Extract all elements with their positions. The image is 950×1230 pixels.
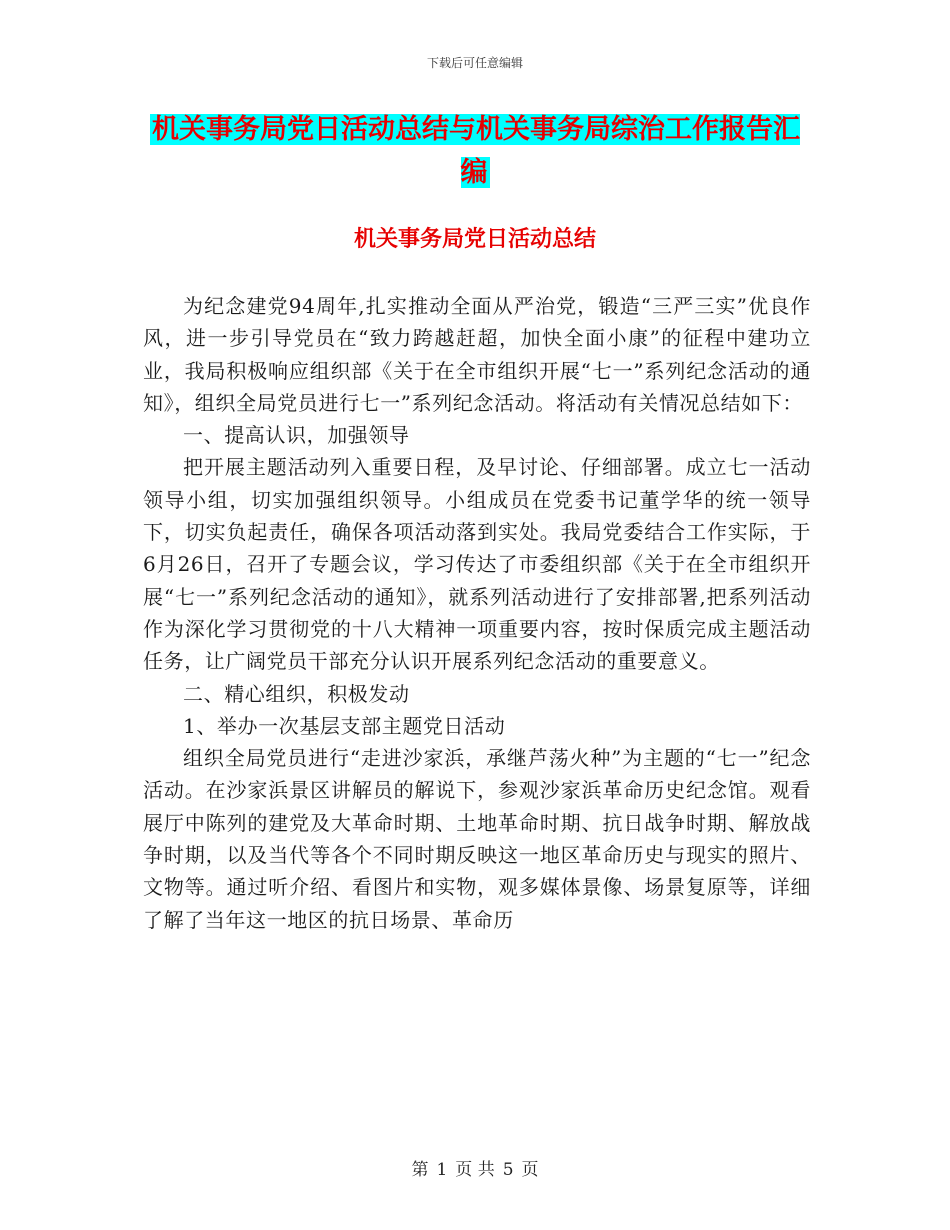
footer-suffix: 页 — [521, 1160, 539, 1180]
page-footer — [0, 1155, 950, 1180]
footer-total-pages: 5 — [502, 1160, 514, 1180]
heading-two: 二、精心组织，积极发动 — [183, 681, 410, 706]
heading-one: 一、提高认识，加强领导 — [183, 423, 410, 448]
header-note: 下载后可任意编辑 — [426, 56, 523, 70]
footer-prefix: 第 — [411, 1160, 429, 1180]
paragraph-intro: 为纪念建党94周年,扎实推动全面从严治党，锻造“三严三实”优良作风，进一步引导党员在“致力跨越赶超，加快全面小康”的征程中建功立业，我局积极响应组织部《关于在全市组织开展“七一”系列纪念活动的通知》，组织全局党员进行七一”系列纪念活动。将活动有关情况总结如下： — [143, 294, 811, 415]
footer-page-number: 1 — [436, 1160, 448, 1180]
document-body — [143, 290, 811, 936]
document-title-text: 机关事务局党日活动总结与机关事务局综治工作报告汇编 — [152, 114, 800, 188]
document-title — [150, 108, 800, 194]
subheading-one: 1、举办一次基层支部主题党日活动 — [183, 713, 506, 738]
paragraph-activity: 组织全局党员进行“走进沙家浜，承继芦荡火种”为主题的“七一”纪念活动。在沙家浜景区讲解员的解说下，参观沙家浜革命历史纪念馆。观看展厅中陈列的建党及大革命时期、土地革命时期、抗日战争时期、解放战争时期，以及当代等各个不同时期反映这一地区革命历史与现实的照片、文物等。通过听介绍、看图片和实物，观多媒体景像、场景复原等，详细了解了当年这一地区的抗日场景、革命历 — [143, 746, 811, 932]
section-title: 机关事务局党日活动总结 — [353, 227, 596, 252]
footer-middle: 页 共 — [455, 1160, 495, 1180]
paragraph-leadership: 把开展主题活动列入重要日程，及早讨论、仔细部署。成立七一活动领导小组，切实加强组织领导。小组成员在党委书记董学华的统一领导下，切实负起责任，确保各项活动落到实处。我局党委结合工作实际，于6月26日，召开了专题会议，学习传达了市委组织部《关于在全市组织开展“七一”系列纪念活动的通知》，就系列活动进行了安排部署,把系列活动作为深化学习贯彻党的十八大精神一项重要内容，按时保质完成主题活动任务，让广阔党员干部充分认识开展系列纪念活动的重要意义。 — [143, 455, 811, 674]
